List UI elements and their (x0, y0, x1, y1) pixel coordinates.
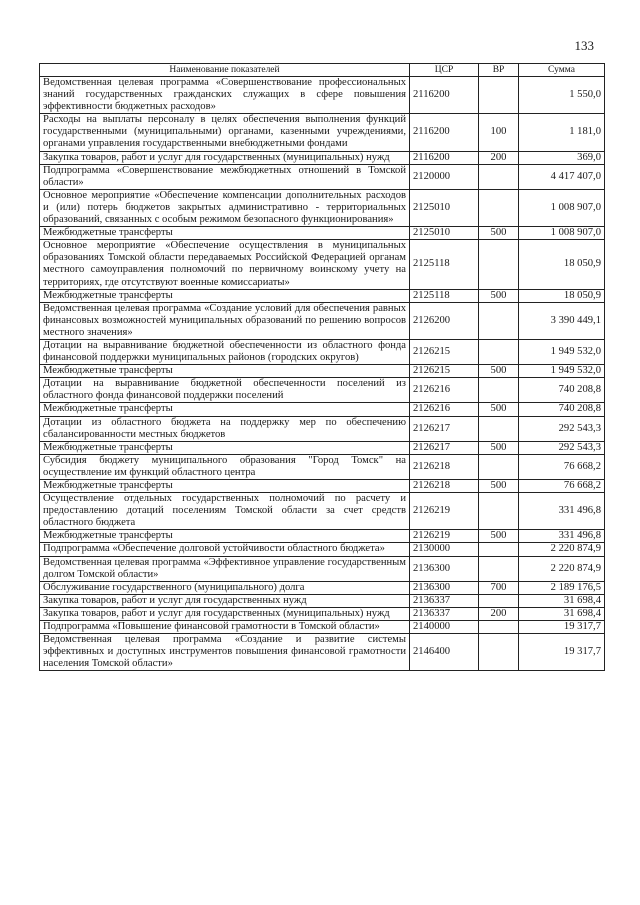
table-row (40, 454, 605, 479)
cell-sum: 331 496,8 (519, 530, 605, 543)
cell-name: Осуществление отдельных государственных полномочий по расчету и предоставлению дотаций поселениям Томской области за счет средств областного бюджета (40, 493, 410, 530)
cell-name: Подпрограмма «Повышение финансовой грамотности в Томской области» (40, 621, 410, 634)
cell-csr: 2140000 (410, 621, 479, 634)
table-row (40, 227, 605, 240)
table-row (40, 339, 605, 364)
table-row (40, 189, 605, 226)
table-row (40, 556, 605, 581)
cell-vr (479, 634, 519, 671)
cell-name: Дотации из областного бюджета на поддержку мер по обеспечению сбалансированности местных бюджетов (40, 416, 410, 441)
table-row (40, 441, 605, 454)
cell-name: Межбюджетные трансферты (40, 403, 410, 416)
cell-name: Закупка товаров, работ и услуг для государственных нужд (40, 594, 410, 607)
cell-csr: 2126217 (410, 441, 479, 454)
table-row (40, 416, 605, 441)
cell-sum: 740 208,8 (519, 403, 605, 416)
cell-sum: 292 543,3 (519, 441, 605, 454)
cell-vr (479, 621, 519, 634)
table-row (40, 621, 605, 634)
cell-name: Ведомственная целевая программа «Эффективное управление государственным долгом Томской области» (40, 556, 410, 581)
cell-name: Межбюджетные трансферты (40, 530, 410, 543)
cell-name: Закупка товаров, работ и услуг для государственных (муниципальных) нужд (40, 151, 410, 164)
cell-csr: 2126216 (410, 403, 479, 416)
cell-sum: 740 208,8 (519, 378, 605, 403)
cell-sum: 31 698,4 (519, 594, 605, 607)
budget-table (39, 63, 605, 671)
cell-name: Основное мероприятие «Обеспечение осуществления в муниципальных образованиях Томской области передаваемых Российской Федерацией органам местного самоуправления полномочий по первичному воинскому учету на территориях, где отсутствуют военные комиссариаты» (40, 240, 410, 289)
cell-sum: 1 181,0 (519, 114, 605, 151)
cell-name: Ведомственная целевая программа «Совершенствование профессиональных знаний государственных гражданских служащих в сфере повышения эффективности бюджетных расходов» (40, 77, 410, 114)
cell-csr: 2125010 (410, 189, 479, 226)
table-row (40, 530, 605, 543)
cell-sum: 19 317,7 (519, 634, 605, 671)
table-row (40, 634, 605, 671)
header-name: Наименование показателей (40, 64, 410, 77)
table-row (40, 581, 605, 594)
cell-name: Дотации на выравнивание бюджетной обеспеченности поселений из областного фонда финансовой поддержки поселений (40, 378, 410, 403)
cell-vr: 200 (479, 151, 519, 164)
cell-csr: 2126218 (410, 454, 479, 479)
cell-csr: 2136337 (410, 607, 479, 620)
cell-name: Обслуживание государственного (муниципального) долга (40, 581, 410, 594)
cell-sum: 1 008 907,0 (519, 189, 605, 226)
cell-csr: 2125118 (410, 240, 479, 289)
cell-sum: 1 008 907,0 (519, 227, 605, 240)
cell-sum: 2 220 874,9 (519, 543, 605, 556)
page-number: 133 (574, 38, 594, 53)
cell-csr: 2125118 (410, 289, 479, 302)
cell-vr: 100 (479, 114, 519, 151)
cell-csr: 2116200 (410, 77, 479, 114)
cell-name: Межбюджетные трансферты (40, 441, 410, 454)
cell-sum: 18 050,9 (519, 240, 605, 289)
header-csr: ЦСР (410, 64, 479, 77)
cell-vr: 500 (479, 441, 519, 454)
table-body (40, 77, 605, 671)
cell-csr: 2126215 (410, 365, 479, 378)
table-row (40, 594, 605, 607)
table-row (40, 151, 605, 164)
table-row (40, 114, 605, 151)
cell-name: Ведомственная целевая программа «Создание условий для обеспечения равных финансовых возможностей муниципальных образований по решению вопросов местного значения» (40, 302, 410, 339)
table-row (40, 240, 605, 289)
cell-sum: 1 550,0 (519, 77, 605, 114)
cell-sum: 2 189 176,5 (519, 581, 605, 594)
cell-vr (479, 454, 519, 479)
table-row (40, 493, 605, 530)
cell-name: Подпрограмма «Совершенствование межбюджетных отношений в Томской области» (40, 164, 410, 189)
cell-sum: 331 496,8 (519, 493, 605, 530)
cell-csr: 2126218 (410, 480, 479, 493)
cell-csr: 2116200 (410, 114, 479, 151)
cell-vr: 200 (479, 607, 519, 620)
cell-vr (479, 416, 519, 441)
cell-sum: 1 949 532,0 (519, 339, 605, 364)
cell-vr: 700 (479, 581, 519, 594)
cell-csr: 2126215 (410, 339, 479, 364)
cell-name: Межбюджетные трансферты (40, 365, 410, 378)
cell-csr: 2125010 (410, 227, 479, 240)
cell-csr: 2136300 (410, 556, 479, 581)
table-row (40, 302, 605, 339)
cell-vr: 500 (479, 403, 519, 416)
cell-vr (479, 189, 519, 226)
cell-sum: 18 050,9 (519, 289, 605, 302)
header-sum: Сумма (519, 64, 605, 77)
table-row (40, 543, 605, 556)
cell-name: Дотации на выравнивание бюджетной обеспеченности из областного фонда финансовой поддержки муниципальных районов (городских округов) (40, 339, 410, 364)
table-row (40, 365, 605, 378)
cell-vr (479, 339, 519, 364)
cell-vr: 500 (479, 480, 519, 493)
cell-csr: 2126200 (410, 302, 479, 339)
cell-vr: 500 (479, 227, 519, 240)
cell-name: Основное мероприятие «Обеспечение компенсации дополнительных расходов и (или) потерь бюджетов закрытых административно - территориальных образований, связанных с особым режимом безопасного функционирования» (40, 189, 410, 226)
cell-csr: 2126219 (410, 493, 479, 530)
cell-sum: 1 949 532,0 (519, 365, 605, 378)
table-row (40, 378, 605, 403)
cell-csr: 2136337 (410, 594, 479, 607)
cell-sum: 292 543,3 (519, 416, 605, 441)
cell-sum: 76 668,2 (519, 480, 605, 493)
cell-name: Закупка товаров, работ и услуг для государственных (муниципальных) нужд (40, 607, 410, 620)
cell-name: Межбюджетные трансферты (40, 480, 410, 493)
cell-name: Межбюджетные трансферты (40, 227, 410, 240)
cell-csr: 2130000 (410, 543, 479, 556)
cell-csr: 2120000 (410, 164, 479, 189)
cell-csr: 2116200 (410, 151, 479, 164)
cell-sum: 19 317,7 (519, 621, 605, 634)
cell-name: Подпрограмма «Обеспечение долговой устойчивости областного бюджета» (40, 543, 410, 556)
table-row (40, 480, 605, 493)
cell-vr (479, 77, 519, 114)
cell-sum: 369,0 (519, 151, 605, 164)
cell-sum: 4 417 407,0 (519, 164, 605, 189)
cell-csr: 2126219 (410, 530, 479, 543)
table-row (40, 77, 605, 114)
cell-name: Межбюджетные трансферты (40, 289, 410, 302)
cell-vr (479, 543, 519, 556)
table-header-row (40, 64, 605, 77)
cell-sum: 76 668,2 (519, 454, 605, 479)
table-row (40, 164, 605, 189)
cell-vr (479, 378, 519, 403)
cell-csr: 2136300 (410, 581, 479, 594)
table-row (40, 607, 605, 620)
cell-vr: 500 (479, 365, 519, 378)
cell-name: Ведомственная целевая программа «Создание и развитие системы эффективных и доступных инструментов повышения финансовой грамотности населения Томской области» (40, 634, 410, 671)
cell-csr: 2126217 (410, 416, 479, 441)
table-row (40, 289, 605, 302)
cell-vr (479, 556, 519, 581)
header-vr: ВР (479, 64, 519, 77)
cell-sum: 3 390 449,1 (519, 302, 605, 339)
cell-vr (479, 594, 519, 607)
cell-vr (479, 493, 519, 530)
cell-sum: 2 220 874,9 (519, 556, 605, 581)
cell-vr (479, 240, 519, 289)
cell-csr: 2146400 (410, 634, 479, 671)
cell-vr: 500 (479, 530, 519, 543)
cell-name: Субсидия бюджету муниципального образования "Город Томск" на осуществление им функций областного центра (40, 454, 410, 479)
cell-vr: 500 (479, 289, 519, 302)
cell-csr: 2126216 (410, 378, 479, 403)
cell-vr (479, 302, 519, 339)
cell-vr (479, 164, 519, 189)
cell-name: Расходы на выплаты персоналу в целях обеспечения выполнения функций государственными (муниципальными) органами, казенными учреждениями, органами управления государственными внебюджетными фондами (40, 114, 410, 151)
table-row (40, 403, 605, 416)
cell-sum: 31 698,4 (519, 607, 605, 620)
